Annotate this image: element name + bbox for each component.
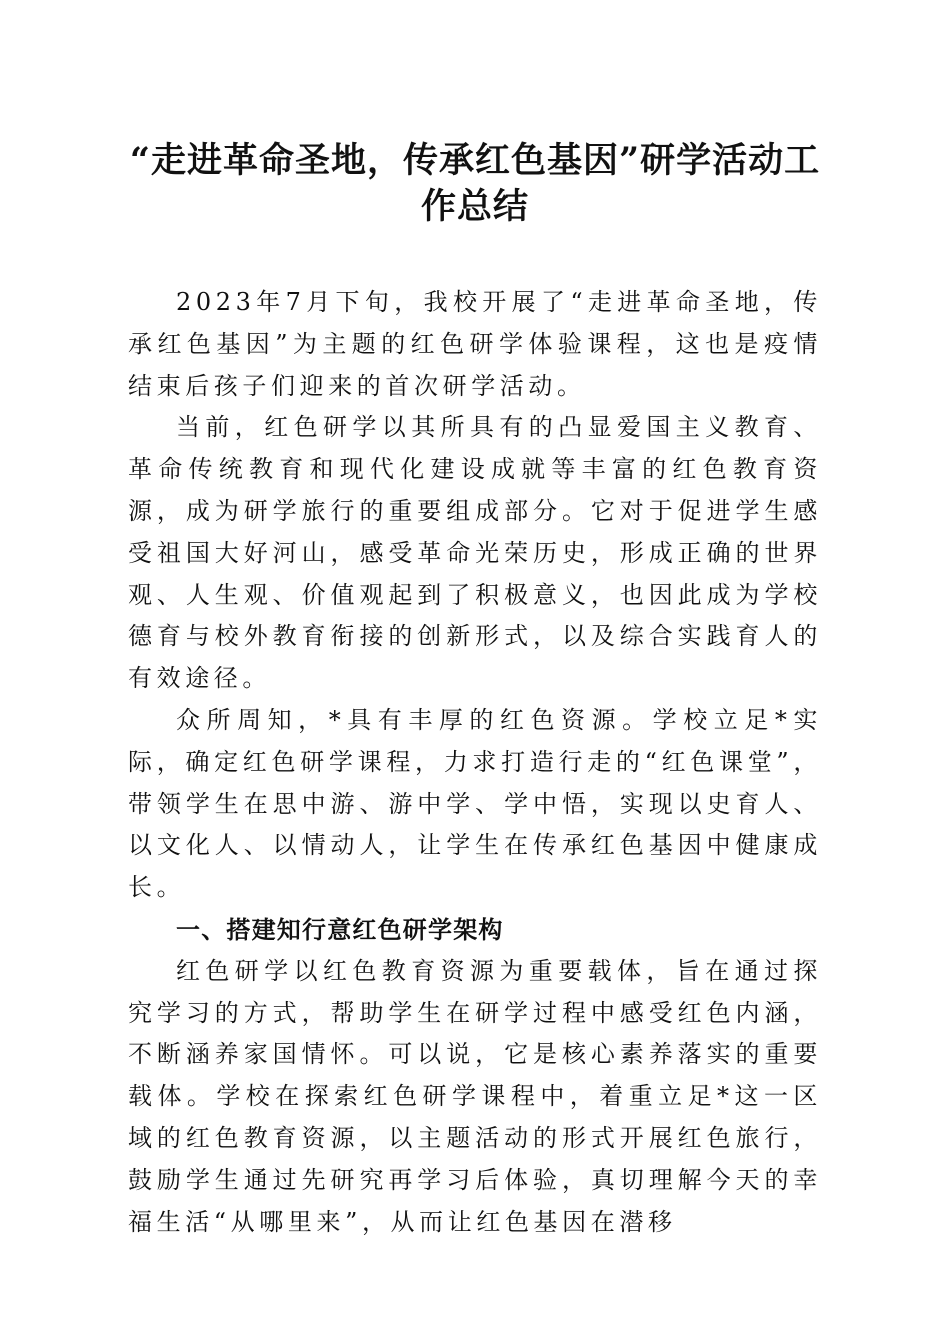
title-line-2: 作总结 (420, 186, 529, 227)
document-title (128, 138, 822, 230)
resources-paragraph: 众所周知，*具有丰厚的红色资源。学校立足*实际，确定红色研学课程，力求打造行走的“红色课堂”，带领学生在思中游、游中学、学中悟，实现以史育人、以文化人、以情动人，让学生在传承红色基因中健康成长。 (128, 705, 822, 902)
background-paragraph: 当前，红色研学以其所具有的凸显爱国主义教育、革命传统教育和现代化建设成就等丰富的红色教育资源，成为研学旅行的重要组成部分。它对于促进学生感受祖国大好河山，感受革命光荣历史，形成正确的世界观、人生观、价值观起到了积极意义，也因此成为学校德育与校外教育衔接的创新形式，以及综合实践育人的有效途径。 (128, 413, 822, 693)
title-line-1: “走进革命圣地，传承红色基因”研学活动工 (129, 140, 821, 181)
intro-paragraph: 2023年7月下旬，我校开展了“走进革命圣地，传承红色基因”为主题的红色研学体验课程，这也是疫情结束后孩子们迎来的首次研学活动。 (128, 288, 822, 400)
section-1-paragraph: 红色研学以红色教育资源为重要载体，旨在通过探究学习的方式，帮助学生在研学过程中感受红色内涵，不断涵养家国情怀。可以说，它是核心素养落实的重要载体。学校在探索红色研学课程中，着重立足*这一区域的红色教育资源，以主题活动的形式开展红色旅行，鼓励学生通过先研究再学习后体验，真切理解今天的幸福生活“从哪里来”，从而让红色基因在潜移 (128, 956, 822, 1236)
section-heading-1: 一、搭建知行意红色研学架构 (176, 914, 504, 944)
